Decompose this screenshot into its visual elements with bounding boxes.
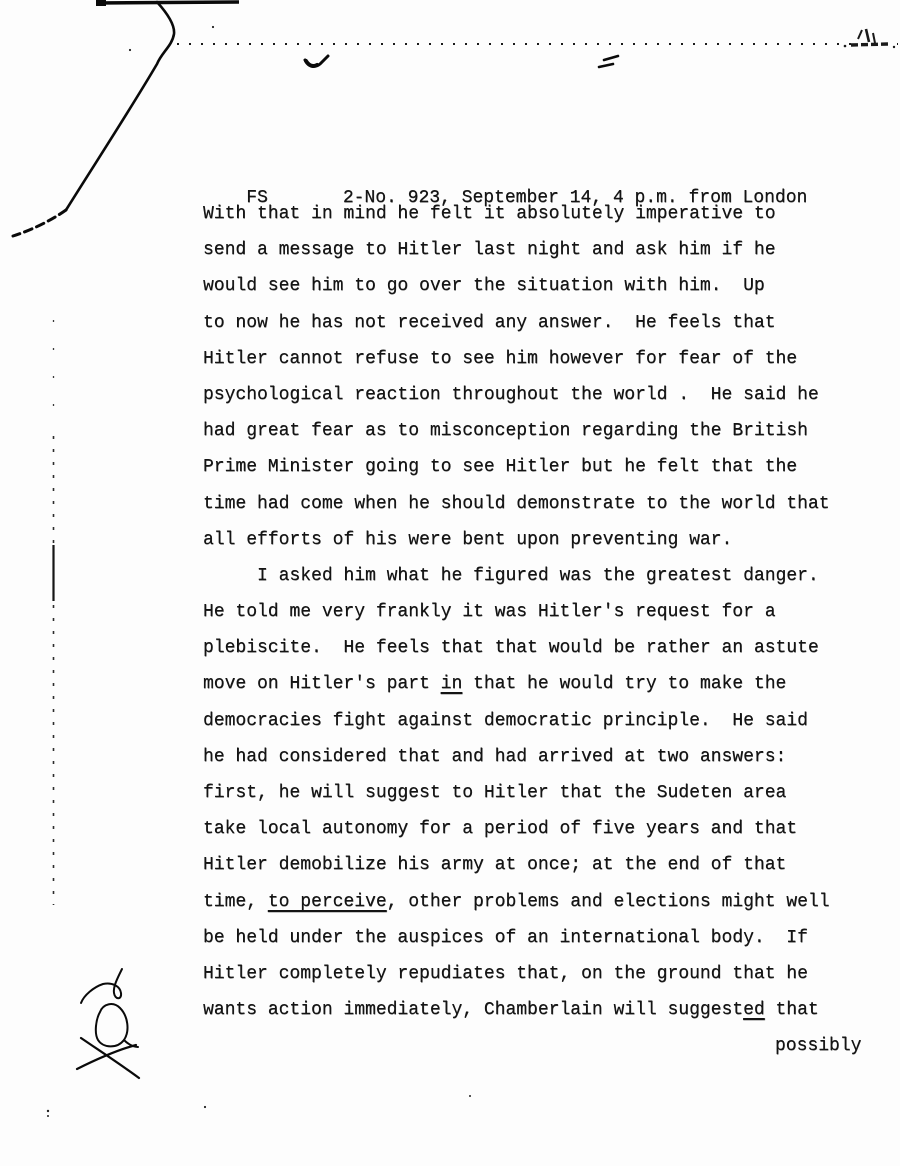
text-segment: With that in mind he felt it absolutely imperative to xyxy=(203,204,776,224)
text-segment: Prime Minister going to see Hitler but he felt that the xyxy=(203,457,798,478)
text-line xyxy=(203,811,861,847)
text-segment: move on Hitler's part xyxy=(203,674,441,695)
text-line xyxy=(203,232,861,268)
diagonal-pen-stroke-hook xyxy=(13,210,66,236)
document-body xyxy=(203,196,861,1065)
text-segment: send a message to Hitler last night and ask him if he xyxy=(203,240,776,261)
text-line xyxy=(203,1028,861,1064)
text-line xyxy=(203,992,861,1028)
text-segment: be held under the auspices of an international body. If xyxy=(203,927,808,948)
handwritten-scribble xyxy=(77,969,139,1078)
text-segment: possibly xyxy=(775,1036,862,1057)
text-segment: I asked him what he figured was the greatest danger. xyxy=(203,565,819,586)
text-segment: that xyxy=(764,1000,819,1021)
text-line xyxy=(203,703,861,739)
check-mark xyxy=(305,56,328,66)
check-mark-thick xyxy=(306,61,317,66)
text-segment: plebiscite. He feels that that would be rather an astute xyxy=(203,638,819,659)
header-title: 2-No. 923, September 14, 4 p.m. from London xyxy=(342,188,808,209)
underlined-text-segment: to perceive xyxy=(267,891,387,912)
text-segment: would see him to go over the situation with him. Up xyxy=(203,276,765,297)
text-line xyxy=(203,268,861,304)
text-line xyxy=(203,739,861,775)
text-segment: all efforts of his were bent upon preventing war. xyxy=(203,529,733,550)
text-line xyxy=(203,377,861,413)
text-segment: that he would try to make the xyxy=(462,674,787,695)
text-line xyxy=(203,449,861,485)
text-line xyxy=(203,630,861,666)
equals-mark xyxy=(599,56,618,67)
text-segment: time had come when he should demonstrate to the world that xyxy=(203,493,830,514)
text-line xyxy=(203,341,861,377)
text-segment: Hitler demobilize his army at once; at the end of that xyxy=(203,855,787,876)
text-segment: psychological reaction throughout the world . He said he xyxy=(203,384,819,405)
text-line xyxy=(203,956,861,992)
text-segment: He told me very frankly it was Hitler's request for a xyxy=(203,602,776,623)
text-line xyxy=(203,594,861,630)
text-segment: Hitler cannot refuse to see him however for fear of the xyxy=(203,348,798,369)
text-line xyxy=(203,884,861,920)
text-segment: democracies fight against democratic principle. He said xyxy=(203,710,808,731)
text-segment: he had considered that and had arrived at two answers: xyxy=(203,746,787,767)
text-segment: Hitler completely repudiates that, on the ground that he xyxy=(203,963,808,984)
text-line xyxy=(203,305,861,341)
text-segment: wants action immediately, Chamberlain will suggest xyxy=(203,1000,744,1021)
page-top-rule xyxy=(96,2,239,3)
text-segment: take local autonomy for a period of five years and that xyxy=(203,819,798,840)
header-label: FS xyxy=(246,188,268,209)
underlined-text-segment: ed xyxy=(743,1000,765,1021)
text-segment: , other problems and elections might well xyxy=(386,891,830,912)
text-segment: first, he will suggest to Hitler that the Sudeten area xyxy=(203,783,787,803)
text-line xyxy=(203,413,861,449)
corner-smudge xyxy=(844,29,896,48)
text-segment: time, xyxy=(203,891,268,912)
text-segment: to now he has not received any answer. He feels that xyxy=(203,312,776,333)
diagonal-pen-stroke xyxy=(66,2,174,210)
text-line xyxy=(203,775,861,811)
text-line xyxy=(203,847,861,883)
text-segment: had great fear as to misconception regarding the British xyxy=(203,421,808,442)
text-line xyxy=(203,920,861,956)
text-line xyxy=(203,196,861,232)
text-line xyxy=(203,558,861,594)
text-line xyxy=(203,522,861,558)
underlined-text-segment: in xyxy=(440,674,463,695)
text-line xyxy=(203,666,861,702)
text-line xyxy=(203,486,861,522)
